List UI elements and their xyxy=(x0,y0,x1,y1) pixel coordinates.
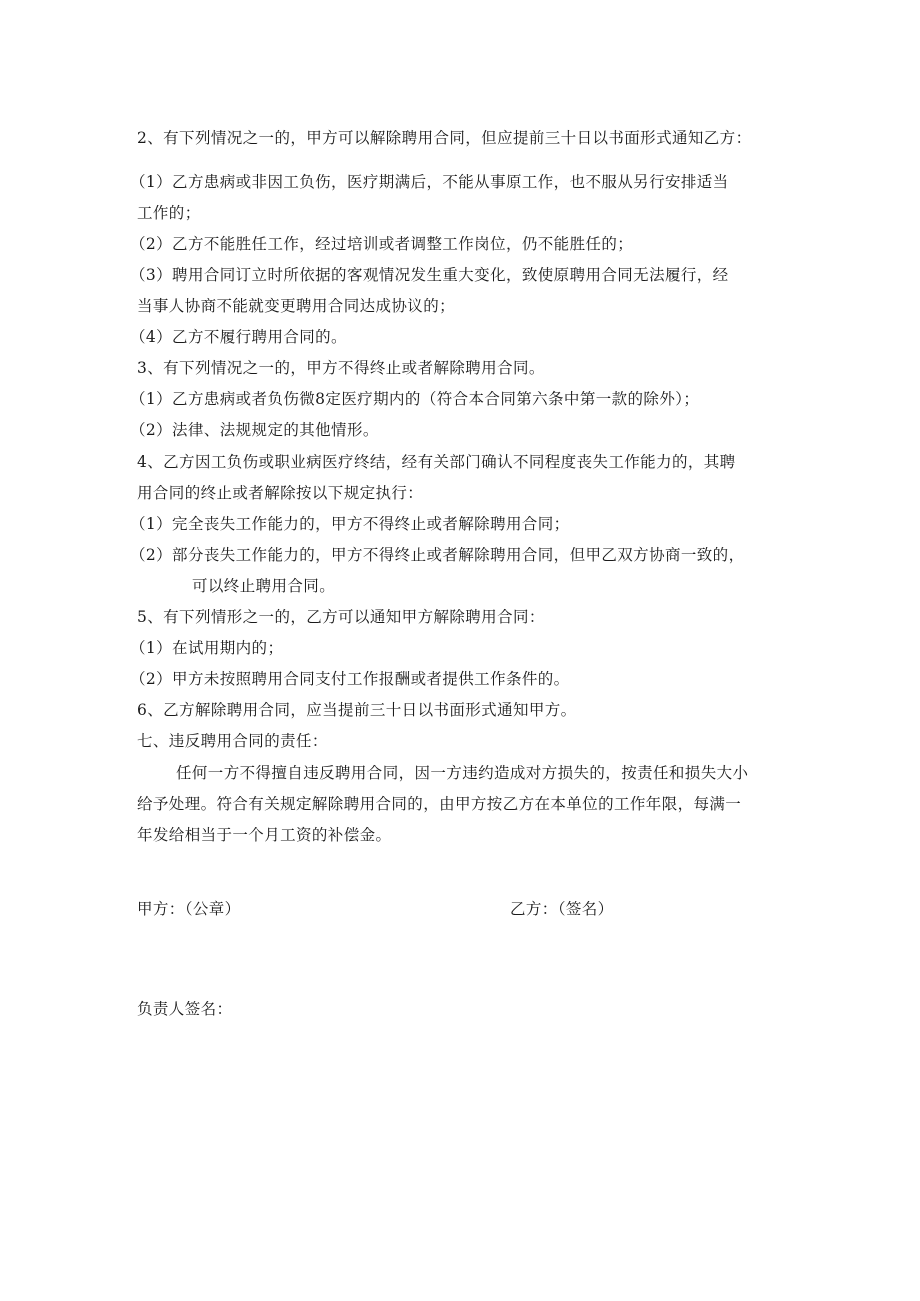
clause-4-heading-line-2: 用合同的终止或者解除按以下规定执行： xyxy=(137,484,424,502)
clause-5-item-1: （1）在试用期内的； xyxy=(130,639,284,657)
section-7-paragraph-line-1: 任何一方不得擅自违反聘用合同，因一方违约造成对方损失的，按责任和损失大小 xyxy=(176,764,749,782)
clause-4-item-1: （1）完全丧失工作能力的，甲方不得终止或者解除聘用合同； xyxy=(130,515,570,533)
section-7-heading: 七、违反聘用合同的责任： xyxy=(137,732,328,750)
section-7-paragraph-line-3: 年发给相当于一个月工资的补偿金。 xyxy=(137,826,392,844)
clause-3-item-1: （1）乙方患病或者负伤微8定医疗期内的（符合本合同第六条中第一款的除外）； xyxy=(130,390,700,408)
clause-2-item-2: （2）乙方不能胜任工作，经过培训或者调整工作岗位，仍不能胜任的； xyxy=(130,235,634,253)
party-b-signature-label: 乙方：（签名） xyxy=(510,900,614,918)
clause-3-heading: 3、有下列情况之一的，甲方不得终止或者解除聘用合同。 xyxy=(137,359,545,377)
clause-4-item-2-line-2: 可以终止聘用合同。 xyxy=(192,577,336,595)
clause-3-item-2: （2）法律、法规规定的其他情形。 xyxy=(130,421,379,439)
clause-2-item-3-line-1: （3）聘用合同订立时所依据的客观情况发生重大变化，致使原聘用合同无法履行，经 xyxy=(130,266,729,284)
clause-2-item-4: （4）乙方不履行聘用合同的。 xyxy=(130,328,347,346)
clause-6-heading: 6、乙方解除聘用合同，应当提前三十日以书面形式通知甲方。 xyxy=(137,701,577,719)
clause-5-heading: 5、有下列情形之一的，乙方可以通知甲方解除聘用合同： xyxy=(137,608,545,626)
section-7-paragraph-line-2: 给予处理。符合有关规定解除聘用合同的，由甲方按乙方在本单位的工作年限，每满一 xyxy=(137,795,742,813)
clause-2-heading: 2、有下列情况之一的，甲方可以解除聘用合同，但应提前三十日以书面形式通知乙方： xyxy=(137,129,752,147)
clause-4-item-2-line-1: （2）部分丧失工作能力的，甲方不得终止或者解除聘用合同，但甲乙双方协商一致的， xyxy=(130,546,745,564)
clause-2-item-1-line-1: （1）乙方患病或非因工负伤，医疗期满后，不能从事原工作，也不服从另行安排适当 xyxy=(130,173,729,191)
clause-2-item-3-line-2: 当事人协商不能就变更聘用合同达成协议的； xyxy=(137,297,456,315)
responsible-signature-label: 负责人签名： xyxy=(137,1000,233,1018)
clause-2-item-1-line-2: 工作的； xyxy=(137,204,201,222)
clause-5-item-2: （2）甲方未按照聘用合同支付工作报酬或者提供工作条件的。 xyxy=(130,670,570,688)
clause-4-heading-line-1: 4、乙方因工负伤或职业病医疗终结，经有关部门确认不同程度丧失工作能力的，其聘 xyxy=(137,453,736,471)
party-a-signature-label: 甲方：（公章） xyxy=(137,900,241,918)
